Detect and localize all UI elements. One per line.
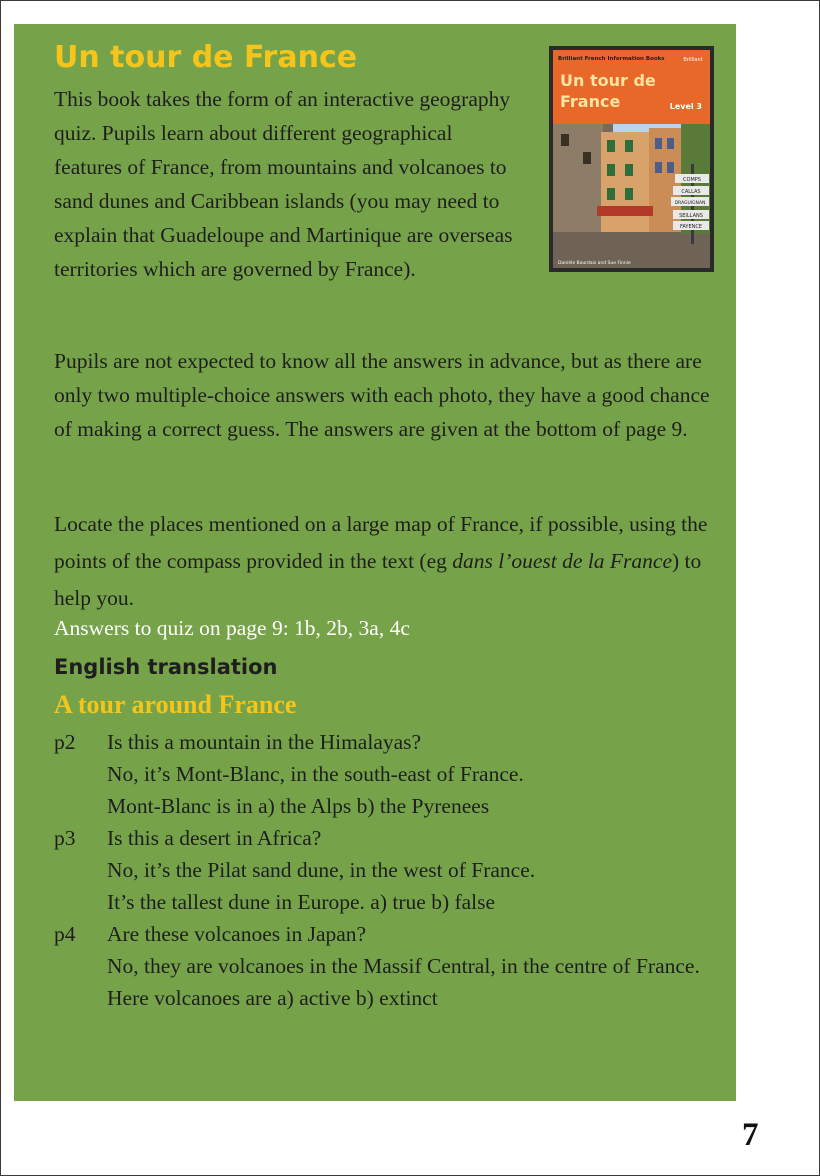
entry-page: p4 [54, 922, 76, 946]
entry-line: It’s the tallest dune in Europe. a) true b) false [107, 890, 496, 914]
guidance-paragraph: Pupils are not expected to know all the answers in advance, but as there are only two multiple-choice answers with each photo, they have a good chance of making a correct guess. The answers are given at the bottom of page 9. [54, 349, 710, 441]
translation-entry [54, 726, 724, 822]
cover-series: Brilliant French Information Books [558, 56, 665, 62]
sign-draguignan: DRAGUIGNAN [674, 201, 706, 206]
english-translation-heading: English translation [54, 655, 278, 679]
entry-line: No, they are volcanoes in the Massif Central, in the centre of France. [107, 954, 700, 978]
entry-line: No, it’s Mont-Blanc, in the south-east of France. [107, 762, 524, 786]
entry-line: Are these volcanoes in Japan? [107, 922, 367, 946]
translation-entry [54, 918, 724, 1014]
entry-line: Here volcanoes are a) active b) extinct [107, 986, 438, 1010]
entry-line: No, it’s the Pilat sand dune, in the west of France. [107, 858, 536, 882]
french-phrase: dans l’ouest de la France [452, 549, 673, 573]
publisher-logo: Brilliant [683, 57, 703, 63]
answers-line: Answers to quiz on page 9: 1b, 2b, 3a, 4c [54, 616, 410, 640]
entry-line: Is this a desert in Africa? [107, 826, 322, 850]
cover-authors: Danièle Bourdais and Sue Finnie [558, 261, 631, 266]
cover-photo [553, 124, 710, 268]
entry-page: p2 [54, 730, 76, 754]
sign-seillans: SEILLANS [679, 213, 703, 219]
cover-title: Un tour de France [560, 71, 656, 111]
translation-entry [54, 822, 724, 918]
page-number: 7 [742, 1117, 759, 1153]
translation-list [54, 726, 724, 1014]
page-title: Un tour de France [54, 40, 358, 75]
entry-line: Is this a mountain in the Himalayas? [107, 730, 422, 754]
intro-paragraph: This book takes the form of an interactive geography quiz. Pupils learn about different geographical features of France, from mountains and volcanoes to sand dunes and Caribbean islands (you may need to explain that Guadeloupe and Martinique are overseas territories which are governed by France). [54, 87, 513, 281]
map-paragraph: Locate the places mentioned on a large map of France, if possible, using the points of the compass provided in the text (eg dans l’ouest de la France) to help you. [54, 512, 708, 610]
sign-comps: COMPS [683, 177, 701, 183]
sign-callas: CALLAS [681, 189, 701, 195]
entry-page: p3 [54, 826, 76, 850]
book-cover [549, 46, 714, 272]
translation-title: A tour around France [54, 690, 297, 719]
entry-line: Mont-Blanc is in a) the Alps b) the Pyrenees [107, 794, 490, 818]
sign-fayence: FAYENCE [679, 224, 703, 230]
cover-level: Level 3 [669, 102, 702, 111]
